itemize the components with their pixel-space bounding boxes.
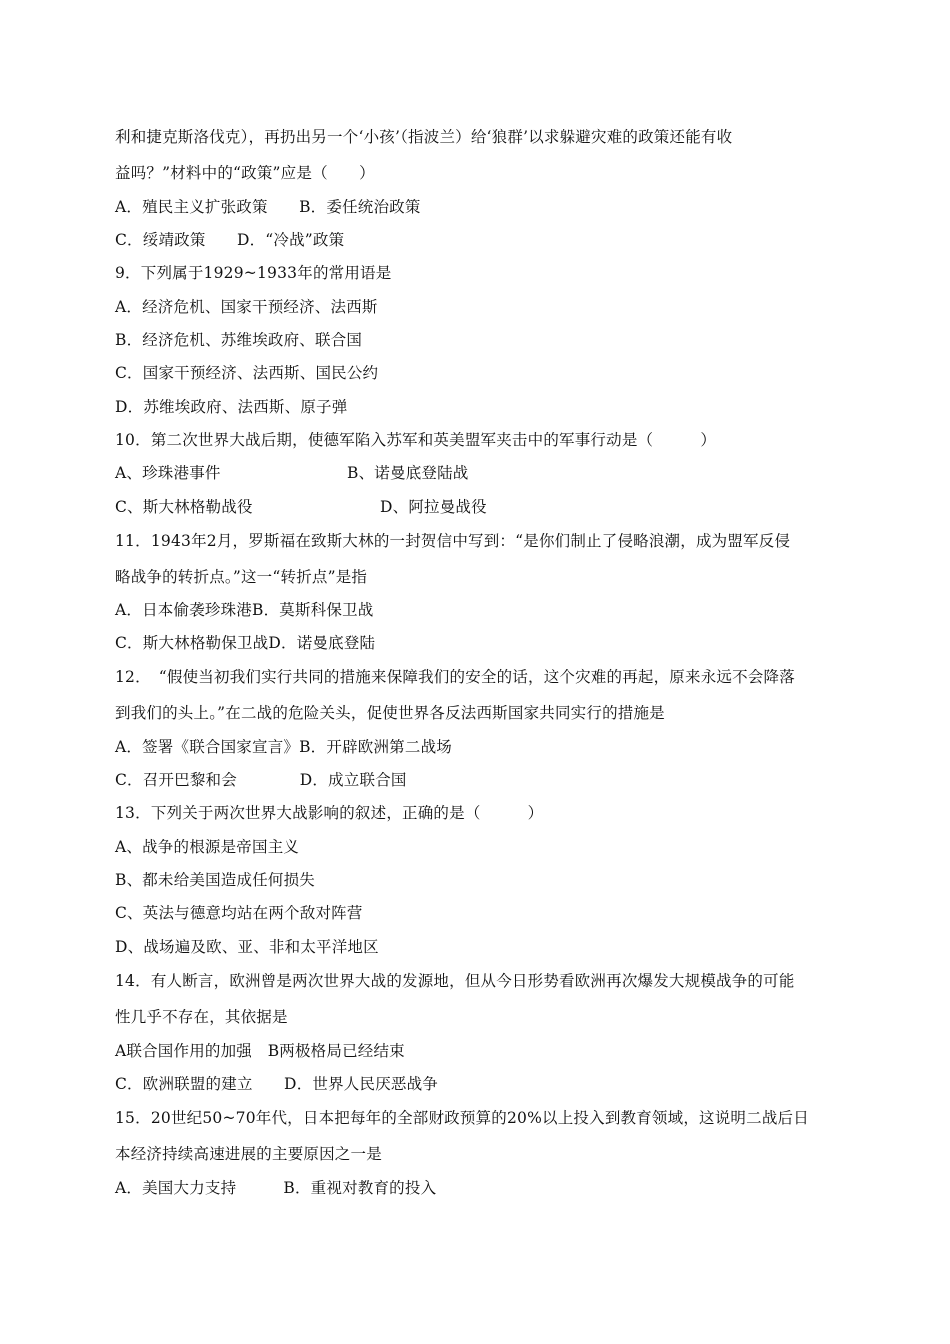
question-9-option-c: C．国家干预经济、法西斯、国民公约 [115,364,379,382]
question-13-option-d: D、战场遍及欧、亚、非和太平洋地区 [115,938,379,956]
question-14-stem-line-2: 性几乎不存在，其依据是 [115,1008,288,1026]
question-11-stem-line-2: 略战争的转折点。”这一“转折点”是指 [115,568,368,586]
question-9-stem: 9．下列属于1929~1933年的常用语是 [115,264,392,282]
question-13-option-c: C、英法与德意均站在两个敌对阵营 [115,904,363,922]
question-15-stem-line-1: 15．20世纪50~70年代，日本把每年的全部财政预算的20%以上投入到教育领域，这说明二战后日 [115,1109,809,1127]
question-10-option-c: C、斯大林格勒战役 [115,498,253,516]
question-15-stem-line-2: 本经济持续高速进展的主要原因之一是 [115,1145,382,1163]
question-10-option-d: D、阿拉曼战役 [380,498,487,516]
question-8-stem-line-2: 益吗？”材料中的“政策”应是（ ） [115,164,375,182]
question-9-option-a: A．经济危机、国家干预经济、法西斯 [115,298,378,316]
question-14-options-cd: C．欧洲联盟的建立 D．世界人民厌恶战争 [115,1075,438,1093]
question-14-stem-line-1: 14．有人断言，欧洲曾是两次世界大战的发源地，但从今日形势看欧洲再次爆发大规模战争的可能 [115,972,795,990]
question-8-options-cd: C．绥靖政策 D．“冷战”政策 [115,231,345,249]
question-11-options-cd: C．斯大林格勒保卫战D．诺曼底登陆 [115,634,376,652]
question-13-option-a: A、战争的根源是帝国主义 [115,838,300,856]
question-13-stem: 13．下列关于两次世界大战影响的叙述，正确的是（ ） [115,804,544,822]
question-9-option-b: B．经济危机、苏维埃政府、联合国 [115,331,363,349]
question-12-options-cd: C．召开巴黎和会 D．成立联合国 [115,771,407,789]
question-10-option-b: B、诺曼底登陆战 [347,464,469,482]
question-12-options-ab: A．签署《联合国家宣言》B．开辟欧洲第二战场 [115,738,452,756]
question-12-stem-line-2: 到我们的头上。”在二战的危险关头，促使世界各反法西斯国家共同实行的措施是 [115,704,665,722]
question-11-options-ab: A．日本偷袭珍珠港B．莫斯科保卫战 [115,601,374,619]
question-10-option-a: A、珍珠港事件 [115,464,221,482]
question-15-options-ab: A．美国大力支持 B．重视对教育的投入 [115,1179,437,1197]
question-11-stem-line-1: 11．1943年2月，罗斯福在致斯大林的一封贺信中写到：“是你们制止了侵略浪潮，成为盟军反侵 [115,532,791,550]
question-8-options-ab: A．殖民主义扩张政策 B．委任统治政策 [115,198,421,216]
question-10-stem: 10．第二次世界大战后期，使德军陷入苏军和英美盟军夹击中的军事行动是（ ） [115,431,717,449]
question-12-stem-line-1: 12． “假使当初我们实行共同的措施来保障我们的安全的话，这个灾难的再起，原来永远不会降落 [115,668,795,686]
question-8-stem-line-1: 利和捷克斯洛伐克），再扔出另一个‘小孩’（指波兰）给‘狼群’以求躲避灾难的政策还能有收 [115,128,733,146]
question-14-options-ab: A联合国作用的加强 B两极格局已经结束 [115,1042,405,1060]
question-9-option-d: D．苏维埃政府、法西斯、原子弹 [115,398,348,416]
question-13-option-b: B、都未给美国造成任何损失 [115,871,315,889]
